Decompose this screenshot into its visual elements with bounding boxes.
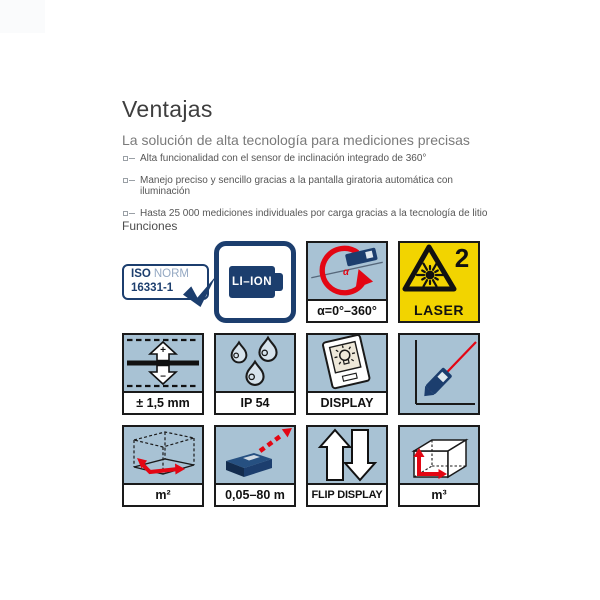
bullet-text: Hasta 25 000 mediciones individuales por carga gracias a la tecnología de litio [140, 208, 488, 219]
volume-caption: m³ [400, 483, 478, 505]
laser-class-number: 2 [454, 243, 470, 273]
laser-caption: LASER [414, 302, 464, 318]
section-subtitle: La solución de alta tecnología para mediciones precisas [122, 132, 470, 148]
functions-label: Funciones [122, 219, 178, 233]
volume-tile [398, 425, 480, 507]
list-item [122, 208, 492, 219]
range-caption: 0,05–80 m [216, 483, 294, 505]
range-tile [214, 425, 296, 507]
plus-symbol: + [160, 345, 166, 356]
alpha-symbol: α [343, 266, 350, 278]
ip54-caption: IP 54 [216, 391, 294, 413]
area-icon [124, 427, 202, 483]
bullet-marker [123, 178, 135, 183]
iso-number: 16331-1 [131, 281, 174, 294]
flip-display-tile [306, 425, 388, 507]
iso-norm-badge [122, 241, 204, 323]
corner-artifact [0, 0, 45, 33]
page-title: Ventajas [122, 96, 213, 122]
minus-symbol: − [160, 371, 166, 383]
iso-badge-frame [122, 264, 209, 299]
ip54-tile [214, 333, 296, 415]
display-tile [306, 333, 388, 415]
area-tile [122, 425, 204, 507]
bullet-text: Manejo preciso y sencillo gracias a la pantalla giratoria automática con iluminación [140, 175, 453, 197]
li-ion-label: LI–ION [231, 276, 273, 288]
accuracy-caption: ± 1,5 mm [124, 391, 202, 413]
rotation-360-icon [308, 243, 386, 299]
advantages-list [122, 153, 492, 230]
water-drops-icon [216, 335, 294, 391]
measurement-accuracy-icon [124, 335, 202, 391]
iso-text: ISO [131, 268, 151, 281]
display-caption: DISPLAY [308, 391, 386, 413]
flip-display-icon [308, 427, 386, 483]
laser-warning-icon [400, 243, 478, 299]
area-caption: m² [124, 483, 202, 505]
volume-icon [400, 427, 478, 483]
bullet-marker [123, 156, 135, 161]
norm-text: NORM [153, 268, 189, 281]
list-item [122, 175, 492, 197]
list-item [122, 153, 492, 164]
angle-360-tile [306, 241, 388, 323]
incline-measurement-icon [400, 335, 478, 413]
li-ion-tile [214, 241, 296, 323]
flip-caption: FLIP DISPLAY [308, 483, 386, 505]
bullet-text: Alta funcionalidad con el sensor de inclinación integrado de 360° [140, 153, 427, 164]
bullet-marker [123, 211, 135, 216]
measuring-range-icon [216, 427, 294, 483]
checkmark-icon [183, 276, 218, 307]
battery-icon [229, 266, 275, 298]
illuminated-display-icon [308, 335, 386, 391]
angle-caption: α=0°–360° [308, 299, 386, 321]
accuracy-tile [122, 333, 204, 415]
laser-class-tile [398, 241, 480, 323]
incline-measure-tile [398, 333, 480, 415]
functions-grid [122, 241, 480, 507]
